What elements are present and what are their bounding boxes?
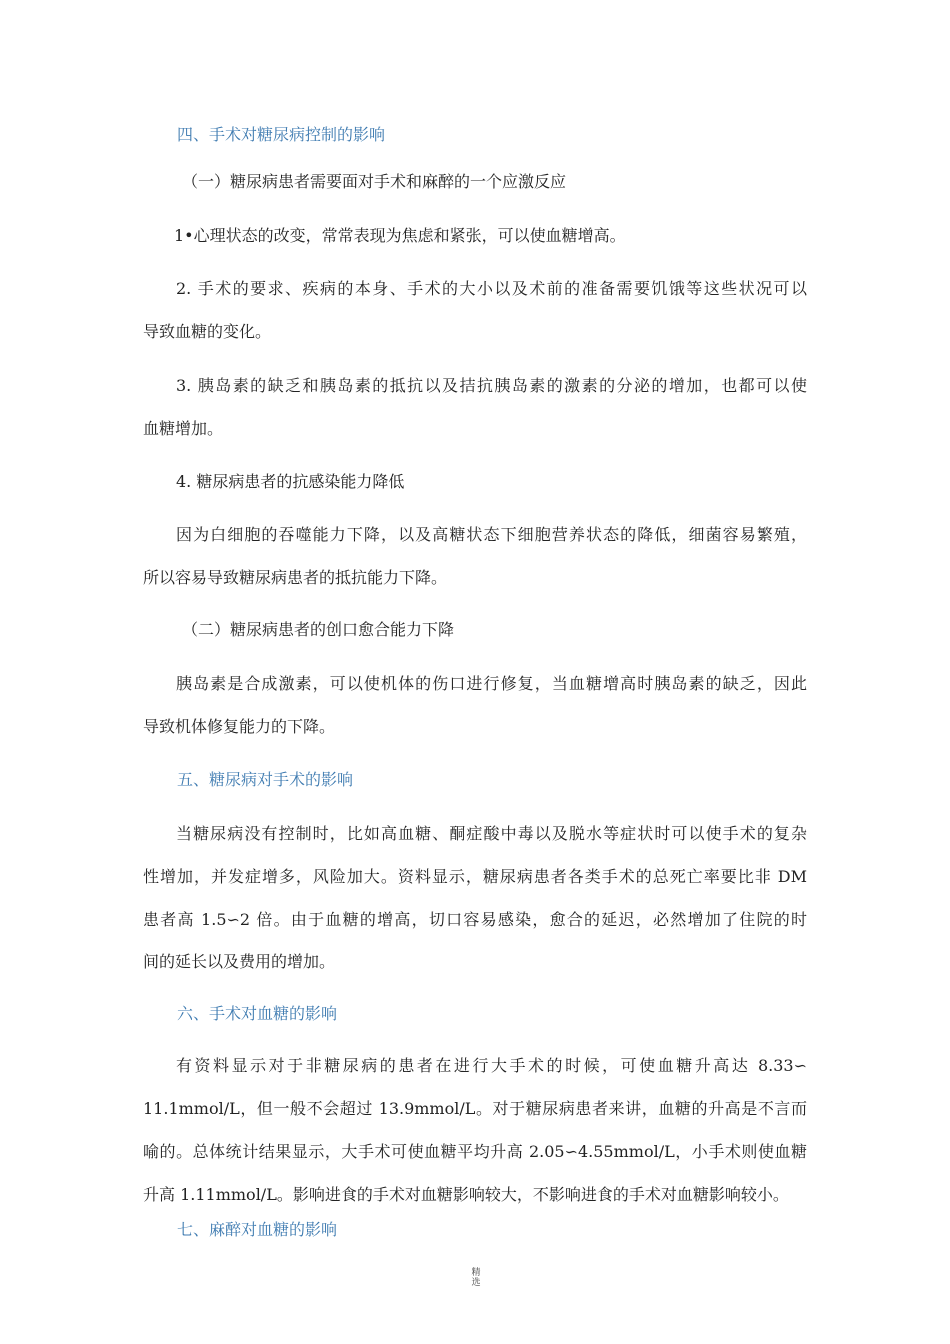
- section-heading-6: 六、手术对血糖的影响: [177, 1004, 338, 1023]
- paragraph-item-2-line-1: 2. 手术的要求、疾病的本身、手术的大小以及术前的准备需要饥饿等这些状况可以: [176, 279, 807, 298]
- footer-text-2: 选: [471, 1278, 481, 1288]
- paragraph-glucose-line-4: 升高 1.11mmol/L。影响进食的手术对血糖影响较大，不影响进食的手术对血糖影响较小。: [143, 1185, 789, 1204]
- paragraph-surgery-line-1: 当糖尿病没有控制时，比如高血糖、酮症酸中毒以及脱水等症状时可以使手术的复杂: [176, 824, 807, 843]
- paragraph-surgery-line-3: 患者高 1.5∽2 倍。由于血糖的增高，切口容易感染，愈合的延迟，必然增加了住院的时: [143, 910, 807, 929]
- page-footer: [466, 1268, 486, 1288]
- section-heading-7: 七、麻醉对血糖的影响: [177, 1220, 338, 1239]
- paragraph-item-2-line-2: 导致血糖的变化。: [143, 322, 272, 341]
- paragraph-glucose-line-2: 11.1mmol/L，但一般不会超过 13.9mmol/L。对于糖尿病患者来讲，血糖的升高是不言而: [143, 1099, 807, 1118]
- paragraph-surgery-line-4: 间的延长以及费用的增加。: [143, 952, 336, 971]
- paragraph-insulin-line-2: 导致机体修复能力的下降。: [143, 717, 336, 736]
- paragraph-glucose-line-3: 喻的。总体统计结果显示，大手术可使血糖平均升高 2.05∽4.55mmol/L，小手术则使血糖: [143, 1142, 807, 1161]
- paragraph-item-1: 1•心理状态的改变，常常表现为焦虑和紧张，可以使血糖增高。: [174, 226, 626, 245]
- paragraph-infection-line-2: 所以容易导致糖尿病患者的抵抗能力下降。: [143, 568, 448, 587]
- paragraph-surgery-line-2: 性增加，并发症增多，风险加大。资料显示，糖尿病患者各类手术的总死亡率要比非 DM: [143, 867, 807, 886]
- paragraph-glucose-line-1: 有资料显示对于非糖尿病的患者在进行大手术的时候，可使血糖升高达 8.33∽: [176, 1056, 807, 1075]
- subsection-heading-1: （一）糖尿病患者需要面对手术和麻醉的一个应激反应: [182, 172, 567, 191]
- section-heading-4: 四、手术对糖尿病控制的影响: [177, 125, 386, 144]
- paragraph-infection-line-1: 因为白细胞的吞噬能力下降，以及高糖状态下细胞营养状态的降低，细菌容易繁殖，: [176, 525, 807, 544]
- footer-text-1: 精: [471, 1268, 481, 1278]
- subsection-heading-2: （二）糖尿病患者的创口愈合能力下降: [182, 620, 455, 639]
- paragraph-insulin-line-1: 胰岛素是合成激素，可以使机体的伤口进行修复，当血糖增高时胰岛素的缺乏，因此: [176, 674, 807, 693]
- section-heading-5: 五、糖尿病对手术的影响: [177, 770, 354, 789]
- paragraph-item-4: 4. 糖尿病患者的抗感染能力降低: [176, 472, 405, 491]
- paragraph-item-3-line-2: 血糖增加。: [143, 419, 224, 438]
- paragraph-item-3-line-1: 3. 胰岛素的缺乏和胰岛素的抵抗以及拮抗胰岛素的激素的分泌的增加，也都可以使: [176, 376, 807, 395]
